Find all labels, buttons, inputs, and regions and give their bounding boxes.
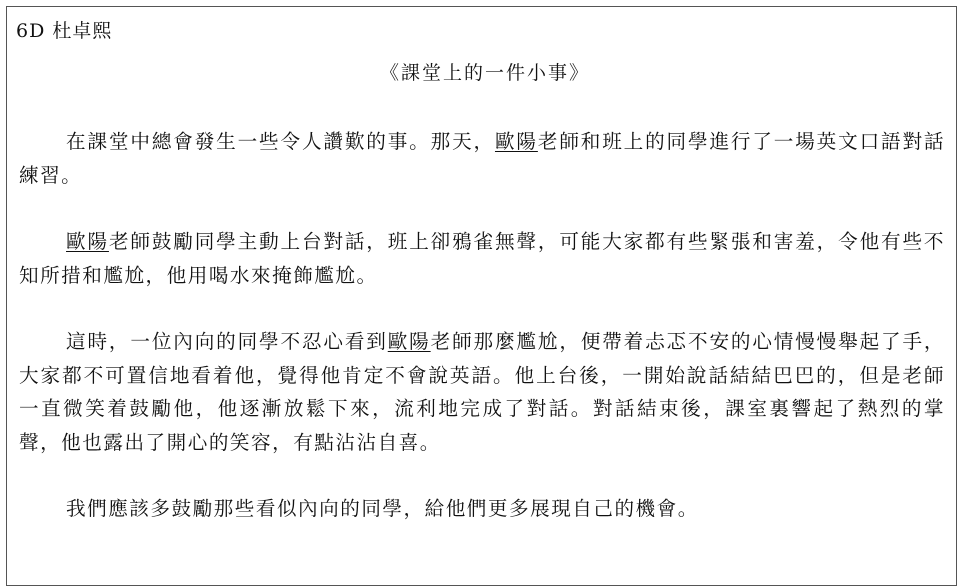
- paragraph-text: 這時，一位內向的同學不忍心看到: [66, 330, 388, 353]
- paragraph-3: [19, 325, 945, 459]
- paragraph-text: 老師和班上的同學進行了一場英文口語對話練習。: [19, 130, 946, 187]
- essay-body: [19, 125, 945, 559]
- paragraph-text: 老師那麼尷尬，便帶着忐忑不安的心情慢慢舉起了手，大家都不可置信地看着他，覺得他肯定不會說英語。他上台後，一開始說話結結巴巴的，但是老師一直微笑着鼓勵他，他逐漸放鬆下來，流利地完成了對話。對話結束後，課室裏響起了熱烈的掌聲，他也露出了開心的笑容，有點沾沾自喜。: [19, 330, 946, 454]
- paragraph-text: 老師鼓勵同學主動上台對話，班上卻鴉雀無聲，可能大家都有些緊張和害羞，令他有些不知所措和尷尬，他用喝水來掩飾尷尬。: [19, 230, 946, 287]
- person-name: 歐陽: [387, 330, 431, 353]
- paragraph-text: 在課堂中總會發生一些令人讚歎的事。那天，: [66, 130, 495, 153]
- paragraph-1: [19, 125, 945, 192]
- person-name: 歐陽: [494, 130, 538, 153]
- paragraph-2: [19, 225, 945, 292]
- person-name: 歐陽: [66, 230, 109, 253]
- essay-title: 《課堂上的一件小事》: [379, 62, 590, 84]
- paragraph-text: 我們應該多鼓勵那些看似內向的同學，給他們更多展現自己的機會。: [66, 497, 699, 520]
- paragraph-4: [19, 492, 945, 526]
- author-line: 6D 杜卓熙: [16, 20, 113, 42]
